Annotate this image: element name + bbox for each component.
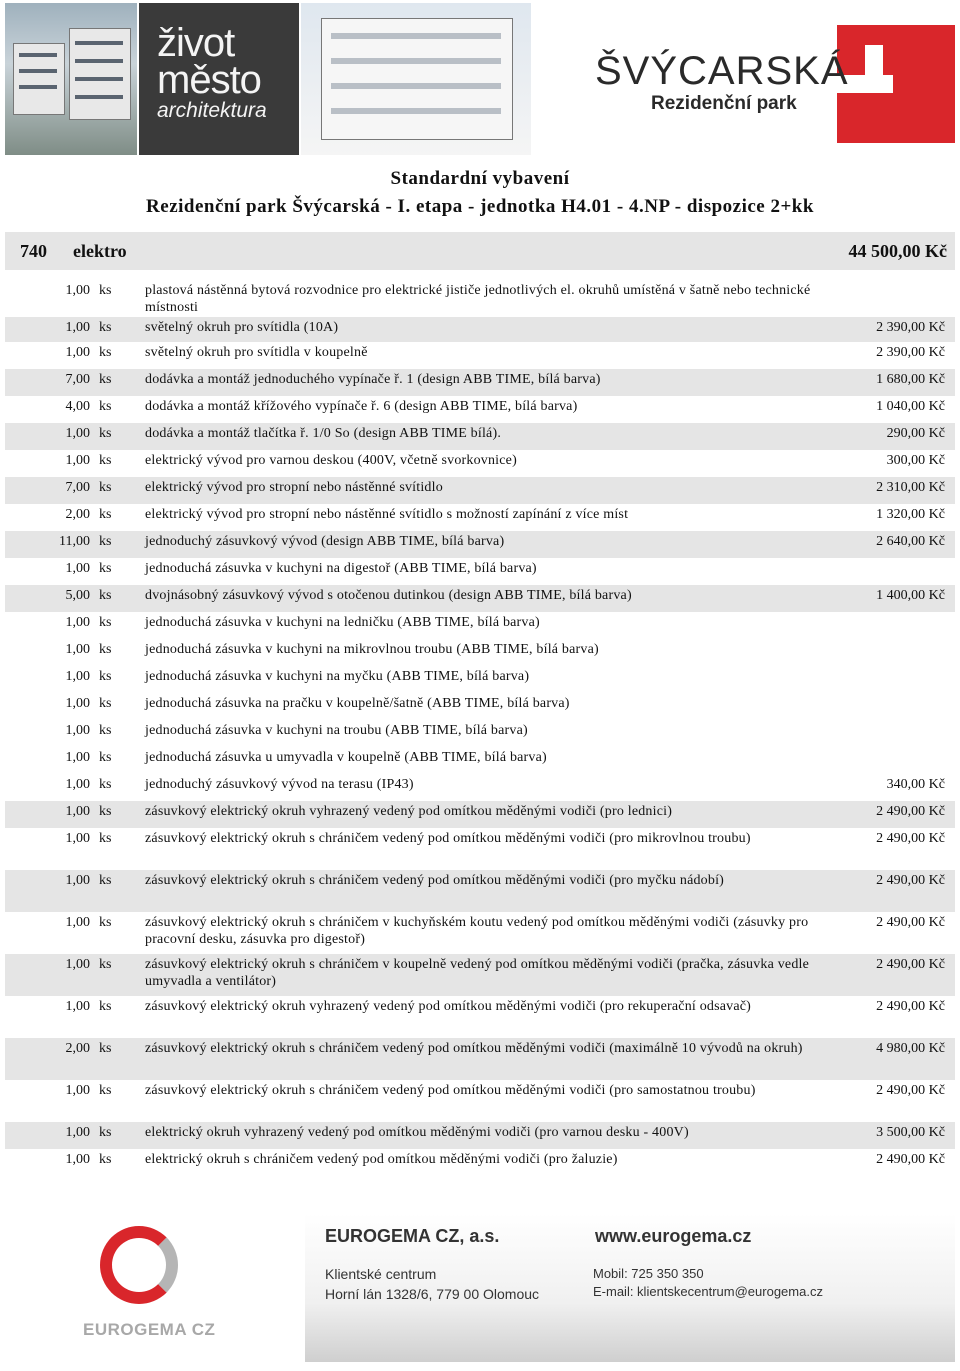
row-qty: 1,00 xyxy=(65,777,90,792)
row-price: 2 490,00 Kč xyxy=(876,831,945,846)
row-price: 2 640,00 Kč xyxy=(876,534,945,549)
row-unit: ks xyxy=(99,723,112,738)
row-qty: 1,00 xyxy=(65,453,90,468)
eurogema-logo xyxy=(5,1208,305,1366)
row-price: 2 310,00 Kč xyxy=(876,480,945,495)
row-price: 2 390,00 Kč xyxy=(876,345,945,360)
row-qty: 2,00 xyxy=(65,507,90,522)
row-qty: 1,00 xyxy=(65,615,90,630)
row-qty: 1,00 xyxy=(65,915,90,930)
row-unit: ks xyxy=(99,426,112,441)
logo-line-2: město xyxy=(157,57,261,102)
row-desc: dodávka a montáž tlačítka ř. 1/0 So (design ABB TIME bílá). xyxy=(145,426,502,441)
row-unit: ks xyxy=(99,453,112,468)
row-desc: zásuvkový elektrický okruh s chráničem vedený pod omítkou měděnými vodiči (pro mikrovlnou troubu) xyxy=(145,831,751,846)
table-row xyxy=(5,747,955,774)
zivot-mesto-logo xyxy=(139,3,299,155)
logo-line-3: architektura xyxy=(157,98,267,122)
row-price: 2 490,00 Kč xyxy=(876,873,945,888)
row-price: 2 490,00 Kč xyxy=(876,999,945,1014)
row-unit: ks xyxy=(99,615,112,630)
section-total: 44 500,00 Kč xyxy=(848,241,947,261)
row-unit: ks xyxy=(99,873,112,888)
row-unit: ks xyxy=(99,957,112,972)
brand-title: ŠVÝCARSKÁ xyxy=(595,49,849,93)
table-row xyxy=(5,396,955,423)
row-desc: zásuvkový elektrický okruh vyhrazený vedený pod omítkou měděnými vodiči (pro lednici) xyxy=(145,804,673,819)
row-qty: 1,00 xyxy=(65,1125,90,1140)
row-qty: 7,00 xyxy=(65,480,90,495)
row-unit: ks xyxy=(99,915,112,930)
table-row xyxy=(5,342,955,369)
row-price: 1 680,00 Kč xyxy=(876,372,945,387)
row-qty: 1,00 xyxy=(65,1083,90,1098)
row-desc: jednoduchá zásuvka v kuchyni na myčku (ABB TIME, bílá barva) xyxy=(145,669,530,684)
row-desc: elektrický vývod pro stropní nebo nástěnné svítidlo s možností zapínání z více míst xyxy=(145,507,629,522)
table-row xyxy=(5,504,955,531)
row-desc: elektrický vývod pro stropní nebo nástěnné svítidlo xyxy=(145,480,443,495)
table-row xyxy=(5,693,955,720)
row-unit: ks xyxy=(99,372,112,387)
row-desc: jednoduchý zásuvkový vývod (design ABB TIME, bílá barva) xyxy=(145,534,505,549)
footer-email-link[interactable]: E-mail: klientskecentrum@eurogema.cz xyxy=(593,1284,823,1299)
row-qty: 1,00 xyxy=(65,283,90,298)
row-desc: jednoduchá zásuvka na pračku v koupelně/šatně (ABB TIME, bílá barva) xyxy=(145,696,570,711)
row-unit: ks xyxy=(99,534,112,549)
row-unit: ks xyxy=(99,480,112,495)
row-price: 1 400,00 Kč xyxy=(876,588,945,603)
table-row xyxy=(5,1038,955,1080)
items-table xyxy=(5,280,955,1176)
document-subtitle: Rezidenční park Švýcarská - I. etapa - jednotka H4.01 - 4.NP - dispozice 2+kk xyxy=(146,196,814,217)
row-unit: ks xyxy=(99,345,112,360)
row-desc: světelný okruh pro svítidla v koupelně xyxy=(145,345,368,360)
section-header xyxy=(5,232,955,270)
row-qty: 1,00 xyxy=(65,999,90,1014)
logo-line-1: život xyxy=(157,21,235,65)
row-price: 300,00 Kč xyxy=(886,453,945,468)
row-qty: 1,00 xyxy=(65,723,90,738)
row-desc: zásuvkový elektrický okruh vyhrazený vedený pod omítkou měděnými vodiči (pro rekuperační odsavač) xyxy=(145,999,752,1014)
table-row xyxy=(5,369,955,396)
section-name: elektro xyxy=(73,241,127,261)
table-row xyxy=(5,720,955,747)
table-row xyxy=(5,801,955,828)
row-desc: zásuvkový elektrický okruh s chráničem vedený pod omítkou měděnými vodiči (pro samostatnou troubu) xyxy=(145,1083,756,1098)
row-qty: 1,00 xyxy=(65,561,90,576)
row-unit: ks xyxy=(99,999,112,1014)
row-qty: 2,00 xyxy=(65,1041,90,1056)
row-qty: 4,00 xyxy=(65,399,90,414)
table-row xyxy=(5,996,955,1038)
table-row xyxy=(5,1080,955,1122)
row-unit: ks xyxy=(99,1152,112,1167)
row-unit: ks xyxy=(99,777,112,792)
table-row xyxy=(5,774,955,801)
row-price: 2 490,00 Kč xyxy=(876,1152,945,1167)
eurogema-ring-icon xyxy=(100,1226,178,1304)
table-row xyxy=(5,912,955,954)
row-price: 2 490,00 Kč xyxy=(876,1083,945,1098)
row-qty: 5,00 xyxy=(65,588,90,603)
row-unit: ks xyxy=(99,399,112,414)
eurogema-logo-text: EUROGEMA CZ xyxy=(83,1320,216,1339)
row-qty: 1,00 xyxy=(65,696,90,711)
row-price: 2 490,00 Kč xyxy=(876,957,945,972)
row-qty: 1,00 xyxy=(65,831,90,846)
table-row xyxy=(5,423,955,450)
building-photo-left xyxy=(5,3,137,155)
table-row xyxy=(5,870,955,912)
row-qty: 7,00 xyxy=(65,372,90,387)
table-row xyxy=(5,317,955,342)
header-banner xyxy=(5,3,955,155)
row-qty: 1,00 xyxy=(65,873,90,888)
table-row xyxy=(5,477,955,504)
row-price: 1 040,00 Kč xyxy=(876,399,945,414)
footer-mobile: Mobil: 725 350 350 xyxy=(593,1266,704,1281)
row-unit: ks xyxy=(99,320,112,335)
table-row xyxy=(5,585,955,612)
row-qty: 1,00 xyxy=(65,750,90,765)
row-unit: ks xyxy=(99,642,112,657)
table-row xyxy=(5,1122,955,1149)
row-qty: 1,00 xyxy=(65,642,90,657)
row-unit: ks xyxy=(99,507,112,522)
table-row xyxy=(5,828,955,870)
footer-office-label: Klientské centrum xyxy=(325,1266,437,1282)
row-unit: ks xyxy=(99,669,112,684)
footer-website-link[interactable]: www.eurogema.cz xyxy=(595,1226,752,1246)
row-unit: ks xyxy=(99,561,112,576)
row-qty: 11,00 xyxy=(59,534,90,549)
row-price: 1 320,00 Kč xyxy=(876,507,945,522)
table-row xyxy=(5,954,955,996)
row-desc: elektrický okruh s chráničem vedený pod omítkou měděnými vodiči (pro žaluzie) xyxy=(145,1152,618,1167)
section-code: 740 xyxy=(20,241,47,261)
row-unit: ks xyxy=(99,1041,112,1056)
brand-subtitle: Rezidenční park xyxy=(651,93,797,114)
row-desc: jednoduchý zásuvkový vývod na terasu (IP43) xyxy=(145,777,414,792)
table-row xyxy=(5,612,955,639)
row-unit: ks xyxy=(99,831,112,846)
row-desc: dodávka a montáž jednoduchého vypínače ř. 1 (design ABB TIME, bílá barva) xyxy=(145,372,601,387)
table-row xyxy=(5,1149,955,1176)
row-desc: jednoduchá zásuvka v kuchyni na ledničku (ABB TIME, bílá barva) xyxy=(145,615,540,630)
row-unit: ks xyxy=(99,283,112,298)
row-desc: elektrický okruh vyhrazený vedený pod omítkou měděnými vodiči (pro varnou desku - 400V) xyxy=(145,1125,689,1140)
row-price: 290,00 Kč xyxy=(886,426,945,441)
row-price: 3 500,00 Kč xyxy=(876,1125,945,1140)
row-qty: 1,00 xyxy=(65,320,90,335)
footer-company: EUROGEMA CZ, a.s. xyxy=(325,1226,500,1246)
row-desc: jednoduchá zásuvka v kuchyni na troubu (ABB TIME, bílá barva) xyxy=(145,723,528,738)
swiss-flag-icon xyxy=(837,25,955,143)
row-desc: světelný okruh pro svítidla (10A) xyxy=(145,320,339,335)
row-unit: ks xyxy=(99,588,112,603)
row-desc: zásuvkový elektrický okruh s chráničem vedený pod omítkou měděnými vodiči (pro myčku nádobí) xyxy=(145,873,725,888)
row-price: 4 980,00 Kč xyxy=(876,1041,945,1056)
building-render xyxy=(301,3,531,155)
footer-address: Horní lán 1328/6, 779 00 Olomouc xyxy=(325,1286,540,1302)
table-row xyxy=(5,639,955,666)
table-row xyxy=(5,531,955,558)
row-price: 2 390,00 Kč xyxy=(876,320,945,335)
row-unit: ks xyxy=(99,696,112,711)
row-qty: 1,00 xyxy=(65,1152,90,1167)
row-desc: elektrický vývod pro varnou deskou (400V, včetně svorkovnice) xyxy=(145,453,517,468)
row-desc: jednoduchá zásuvka v kuchyni na digestoř (ABB TIME, bílá barva) xyxy=(145,561,537,576)
footer-banner xyxy=(5,1208,955,1366)
document-title: Standardní vybavení xyxy=(390,168,570,189)
row-unit: ks xyxy=(99,1125,112,1140)
row-price: 2 490,00 Kč xyxy=(876,804,945,819)
table-row xyxy=(5,666,955,693)
row-desc: zásuvkový elektrický okruh s chráničem v koupelně vedený pod omítkou měděnými vodiči (pračka, zásuvka vedle umyvadla a ventilátor) xyxy=(145,957,810,989)
table-row xyxy=(5,280,955,317)
row-unit: ks xyxy=(99,804,112,819)
row-desc: dvojnásobný zásuvkový vývod s otočenou dutinkou (design ABB TIME, bílá barva) xyxy=(145,588,632,603)
row-qty: 1,00 xyxy=(65,804,90,819)
row-desc: plastová nástěnná bytová rozvodnice pro elektrické jističe jednotlivých el. okruhů umístěná v šatně nebo technické místnosti xyxy=(145,283,811,315)
row-price: 340,00 Kč xyxy=(886,777,945,792)
row-qty: 1,00 xyxy=(65,345,90,360)
row-desc: zásuvkový elektrický okruh s chráničem vedený pod omítkou měděnými vodiči (maximálně 10 vývodů na okruh) xyxy=(145,1041,803,1056)
row-desc: jednoduchá zásuvka v kuchyni na mikrovlnou troubu (ABB TIME, bílá barva) xyxy=(145,642,599,657)
row-unit: ks xyxy=(99,1083,112,1098)
row-desc: dodávka a montáž křížového vypínače ř. 6 (design ABB TIME, bílá barva) xyxy=(145,399,578,414)
row-qty: 1,00 xyxy=(65,669,90,684)
row-unit: ks xyxy=(99,750,112,765)
row-qty: 1,00 xyxy=(65,426,90,441)
svycarska-logo xyxy=(533,3,955,155)
table-row xyxy=(5,450,955,477)
row-desc: jednoduchá zásuvka u umyvadla v koupelně (ABB TIME, bílá barva) xyxy=(145,750,547,765)
row-qty: 1,00 xyxy=(65,957,90,972)
row-desc: zásuvkový elektrický okruh s chráničem v kuchyňském koutu vedený pod omítkou měděnými vodiči (zásuvky pro pracovní desku, zásuvka pro digestoř) xyxy=(145,915,809,947)
row-price: 2 490,00 Kč xyxy=(876,915,945,930)
table-row xyxy=(5,558,955,585)
